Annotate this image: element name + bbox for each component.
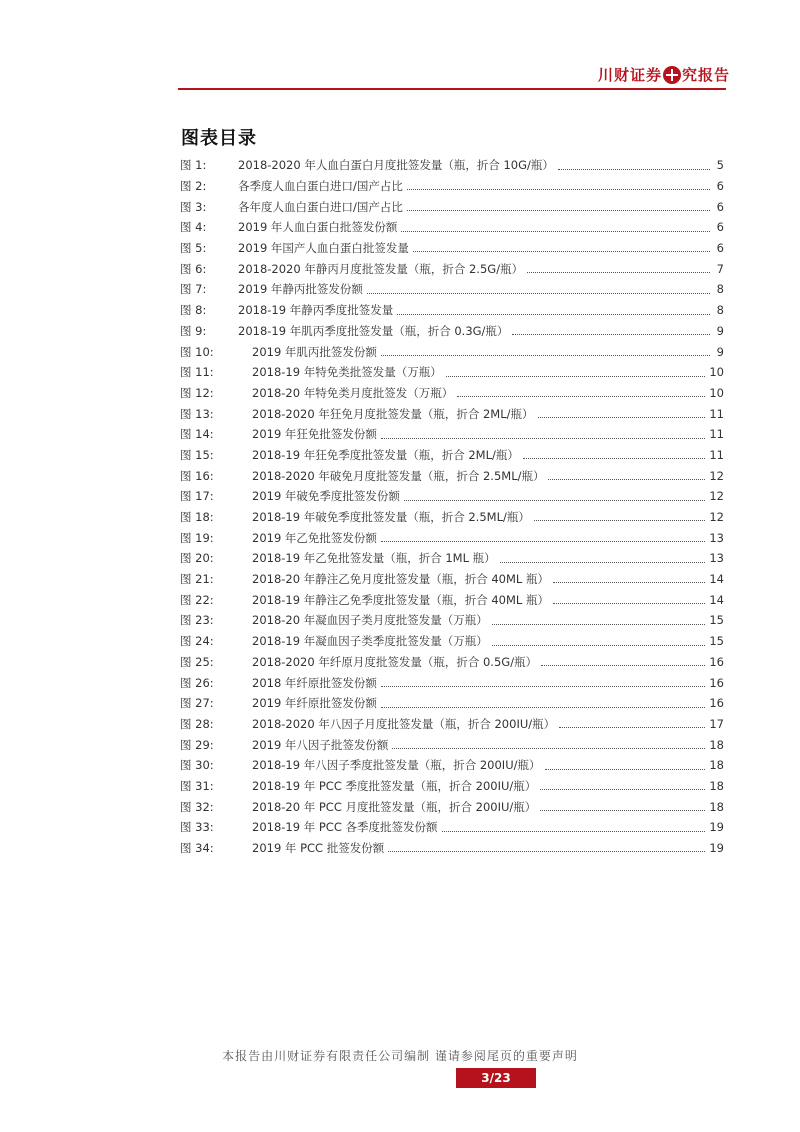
brand-header bbox=[598, 64, 730, 85]
toc-entry-page: 17 bbox=[709, 716, 724, 731]
toc-entry[interactable] bbox=[180, 403, 724, 424]
toc-entry-page: 6 bbox=[716, 179, 724, 194]
toc-dot-leader bbox=[401, 230, 710, 232]
toc-entry-label: 图 16: bbox=[180, 468, 214, 483]
toc-entry-title: 2018-20 年 PCC 月度批签发量（瓶，折合 200IU/瓶） bbox=[252, 799, 537, 814]
brand-name-suffix: 究报告 bbox=[681, 66, 730, 84]
toc-entry-label: 图 3: bbox=[180, 199, 207, 214]
toc-dot-leader bbox=[548, 478, 705, 480]
toc-entry-label: 图 4: bbox=[180, 220, 207, 235]
toc-dot-leader bbox=[457, 395, 705, 397]
toc-entry[interactable] bbox=[180, 362, 724, 383]
toc-dot-leader bbox=[545, 768, 706, 770]
toc-entry[interactable] bbox=[180, 176, 724, 197]
toc-entry[interactable] bbox=[180, 321, 724, 342]
toc-entry[interactable] bbox=[180, 279, 724, 300]
toc-dot-leader bbox=[540, 788, 705, 790]
toc-dot-leader bbox=[413, 250, 710, 252]
toc-entry-label: 图 14: bbox=[180, 427, 214, 442]
toc-entry[interactable] bbox=[180, 817, 724, 838]
toc-entry-label: 图 15: bbox=[180, 447, 214, 462]
toc-entry-label: 图 30: bbox=[180, 758, 214, 773]
header-divider bbox=[178, 88, 726, 90]
toc-entry-page: 19 bbox=[709, 820, 724, 835]
toc-entry-page: 16 bbox=[709, 675, 724, 690]
toc-entry-page: 13 bbox=[709, 530, 724, 545]
toc-entry[interactable] bbox=[180, 424, 724, 445]
toc-entry[interactable] bbox=[180, 755, 724, 776]
toc-entry-title: 2019 年 PCC 批签发份额 bbox=[252, 841, 385, 856]
toc-entry-title: 2018-2020 年人血白蛋白月度批签发量（瓶，折合 10G/瓶） bbox=[238, 158, 554, 173]
toc-entry-title: 2018-19 年凝血因子类季度批签发量（万瓶） bbox=[252, 634, 488, 649]
toc-entry[interactable] bbox=[180, 838, 724, 859]
toc-entry-label: 图 20: bbox=[180, 551, 214, 566]
toc-list bbox=[180, 155, 724, 858]
toc-dot-leader bbox=[381, 706, 705, 708]
toc-entry-page: 13 bbox=[709, 551, 724, 566]
toc-entry[interactable] bbox=[180, 527, 724, 548]
toc-entry-label: 图 21: bbox=[180, 572, 214, 587]
toc-entry-label: 图 2: bbox=[180, 179, 207, 194]
toc-entry-label: 图 27: bbox=[180, 696, 214, 711]
toc-entry-page: 15 bbox=[709, 634, 724, 649]
toc-entry-page: 11 bbox=[709, 406, 724, 421]
toc-entry[interactable] bbox=[180, 693, 724, 714]
toc-entry[interactable] bbox=[180, 672, 724, 693]
toc-entry[interactable] bbox=[180, 465, 724, 486]
toc-entry-label: 图 18: bbox=[180, 510, 214, 525]
toc-entry[interactable] bbox=[180, 796, 724, 817]
toc-entry-title: 2018-20 年特免类月度批签发（万瓶） bbox=[252, 385, 454, 400]
toc-dot-leader bbox=[492, 644, 706, 646]
toc-title: 图表目录 bbox=[181, 128, 257, 149]
toc-entry[interactable] bbox=[180, 383, 724, 404]
toc-dot-leader bbox=[381, 685, 705, 687]
toc-entry-page: 15 bbox=[709, 613, 724, 628]
toc-entry-page: 18 bbox=[709, 799, 724, 814]
toc-dot-leader bbox=[541, 664, 705, 666]
toc-dot-leader bbox=[523, 457, 705, 459]
toc-entry-label: 图 17: bbox=[180, 489, 214, 504]
toc-entry-title: 2018-19 年 PCC 各季度批签发份额 bbox=[252, 820, 438, 835]
toc-entry-label: 图 33: bbox=[180, 820, 214, 835]
toc-entry-title: 2019 年狂免批签发份额 bbox=[252, 427, 377, 442]
toc-dot-leader bbox=[407, 188, 710, 190]
toc-dot-leader bbox=[442, 830, 706, 832]
toc-dot-leader bbox=[500, 561, 706, 563]
toc-entry-title: 2018-19 年狂免季度批签发量（瓶，折合 2ML/瓶） bbox=[252, 447, 519, 462]
toc-entry-title: 2018-2020 年静丙月度批签发量（瓶，折合 2.5G/瓶） bbox=[238, 261, 524, 276]
toc-entry-title: 2018-20 年静注乙免月度批签发量（瓶，折合 40ML 瓶） bbox=[252, 572, 549, 587]
toc-dot-leader bbox=[559, 726, 705, 728]
toc-entry-title: 2018-19 年特免类批签发量（万瓶） bbox=[252, 365, 442, 380]
toc-entry-label: 图 6: bbox=[180, 261, 207, 276]
toc-entry-page: 6 bbox=[716, 199, 724, 214]
toc-entry[interactable] bbox=[180, 445, 724, 466]
toc-dot-leader bbox=[512, 333, 710, 335]
toc-entry-title: 2018-19 年 PCC 季度批签发量（瓶，折合 200IU/瓶） bbox=[252, 778, 537, 793]
toc-dot-leader bbox=[381, 540, 705, 542]
toc-dot-leader bbox=[540, 809, 705, 811]
toc-entry-label: 图 28: bbox=[180, 716, 214, 731]
toc-entry-title: 2018-19 年八因子季度批签发量（瓶，折合 200IU/瓶） bbox=[252, 758, 541, 773]
toc-entry[interactable] bbox=[180, 300, 724, 321]
toc-dot-leader bbox=[527, 271, 710, 273]
toc-entry[interactable] bbox=[180, 258, 724, 279]
toc-dot-leader bbox=[381, 437, 705, 439]
toc-entry-label: 图 7: bbox=[180, 282, 207, 297]
toc-entry-page: 8 bbox=[716, 282, 724, 297]
toc-entry-title: 各季度人血白蛋白进口/国产占比 bbox=[238, 179, 403, 194]
toc-entry-title: 2018 年纤原批签发份额 bbox=[252, 675, 377, 690]
toc-entry-label: 图 9: bbox=[180, 323, 207, 338]
toc-entry-page: 6 bbox=[716, 220, 724, 235]
toc-entry-title: 2019 年乙免批签发份额 bbox=[252, 530, 377, 545]
toc-entry-title: 2019 年纤原批签发份额 bbox=[252, 696, 377, 711]
toc-entry-title: 2018-2020 年狂免月度批签发量（瓶，折合 2ML/瓶） bbox=[252, 406, 534, 421]
toc-entry-title: 2018-2020 年纤原月度批签发量（瓶，折合 0.5G/瓶） bbox=[252, 654, 538, 669]
toc-entry-page: 6 bbox=[716, 241, 724, 256]
toc-dot-leader bbox=[397, 313, 710, 315]
toc-entry[interactable] bbox=[180, 631, 724, 652]
toc-entry-page: 10 bbox=[709, 365, 724, 380]
toc-dot-leader bbox=[538, 416, 706, 418]
toc-entry-title: 2018-2020 年八因子月度批签发量（瓶，折合 200IU/瓶） bbox=[252, 716, 556, 731]
toc-entry[interactable] bbox=[180, 507, 724, 528]
toc-entry-label: 图 32: bbox=[180, 799, 214, 814]
toc-entry[interactable] bbox=[180, 589, 724, 610]
toc-entry[interactable] bbox=[180, 238, 724, 259]
toc-entry[interactable] bbox=[180, 776, 724, 797]
toc-entry-title: 2018-19 年静丙季度批签发量 bbox=[238, 303, 394, 318]
toc-entry[interactable] bbox=[180, 155, 724, 176]
toc-entry[interactable] bbox=[180, 486, 724, 507]
toc-entry-label: 图 22: bbox=[180, 592, 214, 607]
toc-entry-page: 18 bbox=[709, 778, 724, 793]
toc-entry-title: 2019 年八因子批签发份额 bbox=[252, 737, 389, 752]
toc-entry-title: 2019 年国产人血白蛋白批签发量 bbox=[238, 241, 409, 256]
toc-entry-label: 图 13: bbox=[180, 406, 214, 421]
toc-entry-title: 2018-19 年乙免批签发量（瓶，折合 1ML 瓶） bbox=[252, 551, 496, 566]
toc-dot-leader bbox=[492, 623, 706, 625]
toc-entry-page: 9 bbox=[716, 323, 724, 338]
toc-entry-title: 2018-2020 年破免月度批签发量（瓶，折合 2.5ML/瓶） bbox=[252, 468, 545, 483]
toc-entry-label: 图 10: bbox=[180, 344, 214, 359]
toc-dot-leader bbox=[381, 354, 710, 356]
toc-entry-page: 12 bbox=[709, 468, 724, 483]
toc-entry-title: 2019 年破免季度批签发份额 bbox=[252, 489, 400, 504]
toc-entry-page: 18 bbox=[709, 737, 724, 752]
toc-entry-label: 图 25: bbox=[180, 654, 214, 669]
toc-entry-title: 2019 年静丙批签发份额 bbox=[238, 282, 363, 297]
toc-entry-label: 图 19: bbox=[180, 530, 214, 545]
toc-entry[interactable] bbox=[180, 714, 724, 735]
toc-entry-page: 16 bbox=[709, 696, 724, 711]
toc-dot-leader bbox=[392, 747, 705, 749]
toc-dot-leader bbox=[367, 292, 710, 294]
toc-entry-label: 图 29: bbox=[180, 737, 214, 752]
toc-entry-label: 图 11: bbox=[180, 365, 214, 380]
toc-entry-label: 图 23: bbox=[180, 613, 214, 628]
toc-dot-leader bbox=[388, 850, 705, 852]
toc-entry-page: 14 bbox=[709, 592, 724, 607]
toc-dot-leader bbox=[558, 168, 710, 170]
toc-entry-page: 19 bbox=[709, 841, 724, 856]
toc-dot-leader bbox=[407, 209, 710, 211]
toc-entry-label: 图 31: bbox=[180, 778, 214, 793]
toc-dot-leader bbox=[553, 581, 705, 583]
toc-entry-page: 10 bbox=[709, 385, 724, 400]
toc-entry-page: 14 bbox=[709, 572, 724, 587]
toc-entry-page: 18 bbox=[709, 758, 724, 773]
toc-entry[interactable] bbox=[180, 610, 724, 631]
toc-entry-page: 12 bbox=[709, 489, 724, 504]
toc-dot-leader bbox=[446, 375, 706, 377]
toc-entry-page: 8 bbox=[716, 303, 724, 318]
toc-entry-title: 2018-19 年肌丙季度批签发量（瓶，折合 0.3G/瓶） bbox=[238, 323, 509, 338]
toc-entry[interactable] bbox=[180, 652, 724, 673]
toc-entry-page: 11 bbox=[709, 427, 724, 442]
toc-entry-page: 11 bbox=[709, 447, 724, 462]
toc-entry[interactable] bbox=[180, 341, 724, 362]
toc-entry-title: 2018-19 年静注乙免季度批签发量（瓶，折合 40ML 瓶） bbox=[252, 592, 549, 607]
toc-dot-leader bbox=[534, 519, 706, 521]
brand-name-prefix: 川财证券 bbox=[597, 66, 662, 84]
footer-disclaimer: 本报告由川财证券有限责任公司编制 谨请参阅尾页的重要声明 bbox=[222, 1049, 578, 1063]
toc-entry-page: 5 bbox=[716, 158, 724, 173]
toc-entry-label: 图 1: bbox=[180, 158, 207, 173]
toc-entry-label: 图 12: bbox=[180, 385, 214, 400]
toc-entry-title: 2018-20 年凝血因子类月度批签发量（万瓶） bbox=[252, 613, 488, 628]
toc-entry[interactable] bbox=[180, 734, 724, 755]
toc-entry-title: 2019 年肌丙批签发份额 bbox=[252, 344, 377, 359]
toc-entry-label: 图 24: bbox=[180, 634, 214, 649]
page-number-badge: 3/23 bbox=[456, 1068, 536, 1088]
toc-entry-page: 16 bbox=[709, 654, 724, 669]
toc-entry-label: 图 5: bbox=[180, 241, 207, 256]
toc-dot-leader bbox=[404, 499, 705, 501]
toc-entry-title: 各年度人血白蛋白进口/国产占比 bbox=[238, 199, 403, 214]
toc-entry[interactable] bbox=[180, 569, 724, 590]
toc-entry-page: 9 bbox=[716, 344, 724, 359]
toc-entry[interactable] bbox=[180, 196, 724, 217]
toc-entry-label: 图 8: bbox=[180, 303, 207, 318]
toc-entry[interactable] bbox=[180, 217, 724, 238]
toc-entry[interactable] bbox=[180, 548, 724, 569]
toc-dot-leader bbox=[553, 602, 705, 604]
toc-entry-title: 2019 年人血白蛋白批签发份额 bbox=[238, 220, 398, 235]
toc-entry-title: 2018-19 年破免季度批签发量（瓶，折合 2.5ML/瓶） bbox=[252, 510, 530, 525]
toc-entry-page: 7 bbox=[716, 261, 724, 276]
toc-entry-label: 图 34: bbox=[180, 841, 214, 856]
brand-logo-icon bbox=[663, 66, 681, 84]
toc-entry-page: 12 bbox=[709, 510, 724, 525]
toc-entry-label: 图 26: bbox=[180, 675, 214, 690]
